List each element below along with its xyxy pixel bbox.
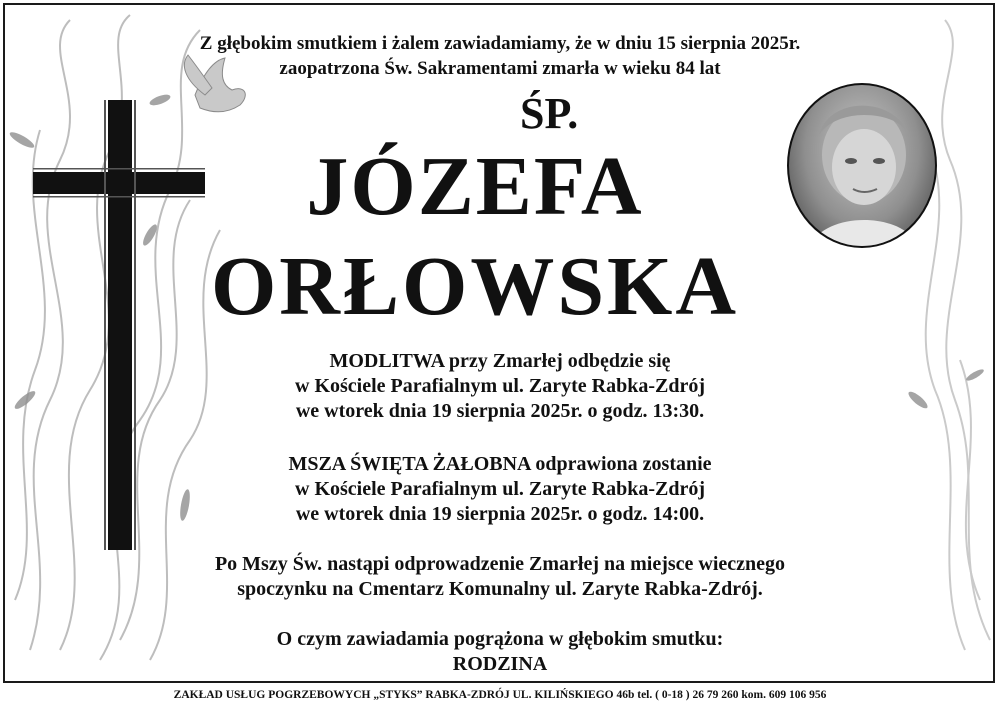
burial-line-1: Po Mszy Św. nastąpi odprowadzenie Zmarłej na miejsce wiecznego <box>214 553 786 575</box>
mass-line-1 <box>0 452 1000 477</box>
funeral-home-footer: ZAKŁAD USŁUG POGRZEBOWYCH „STYKS” RABKA-ZDRÓJ UL. KILIŃSKIEGO 46b tel. ( 0-18 ) 26 79 260 kom. 609 106 956 <box>173 689 827 701</box>
prayer-line-2: w Kościele Parafialnym ul. Zaryte Rabka-Zdrój <box>295 375 705 397</box>
last-name: ORŁOWSKA <box>210 240 740 333</box>
prayer-line-1-rest: przy Zmarłej odbędzie się <box>443 350 671 372</box>
mass-line-3: we wtorek dnia 19 sierpnia 2025r. o godz. 14:00. <box>295 503 705 525</box>
burial-section <box>0 552 1000 602</box>
burial-line-2: spoczynku na Cmentarz Komunalny ul. Zaryte Rabka-Zdrój. <box>237 578 763 600</box>
prayer-section <box>0 349 1000 424</box>
first-name: JÓZEFA <box>306 140 644 233</box>
family-signature: RODZINA <box>452 653 548 675</box>
prayer-lead: MODLITWA <box>329 350 444 372</box>
intro-line-2: zaopatrzona Św. Sakramentami zmarła w wieku 84 lat <box>279 58 721 79</box>
honorific: ŚP. <box>520 89 579 138</box>
intro-text <box>0 31 1000 81</box>
prayer-line-3: we wtorek dnia 19 sierpnia 2025r. o godz. 13:30. <box>295 400 705 422</box>
mass-section <box>0 452 1000 527</box>
closing-line-1: O czym zawiadamia pogrążona w głębokim smutku: <box>276 628 724 650</box>
intro-line-1: Z głębokim smutkiem i żalem zawiadamiamy, że w dniu 15 sierpnia 2025r. <box>199 33 801 54</box>
mass-lead: MSZA ŚWIĘTA ŻAŁOBNA <box>288 453 531 475</box>
mass-line-2: w Kościele Parafialnym ul. Zaryte Rabka-Zdrój <box>295 478 705 500</box>
prayer-line-1 <box>0 349 1000 374</box>
closing-section <box>0 627 1000 677</box>
mass-line-1-rest: odprawiona zostanie <box>530 453 712 475</box>
